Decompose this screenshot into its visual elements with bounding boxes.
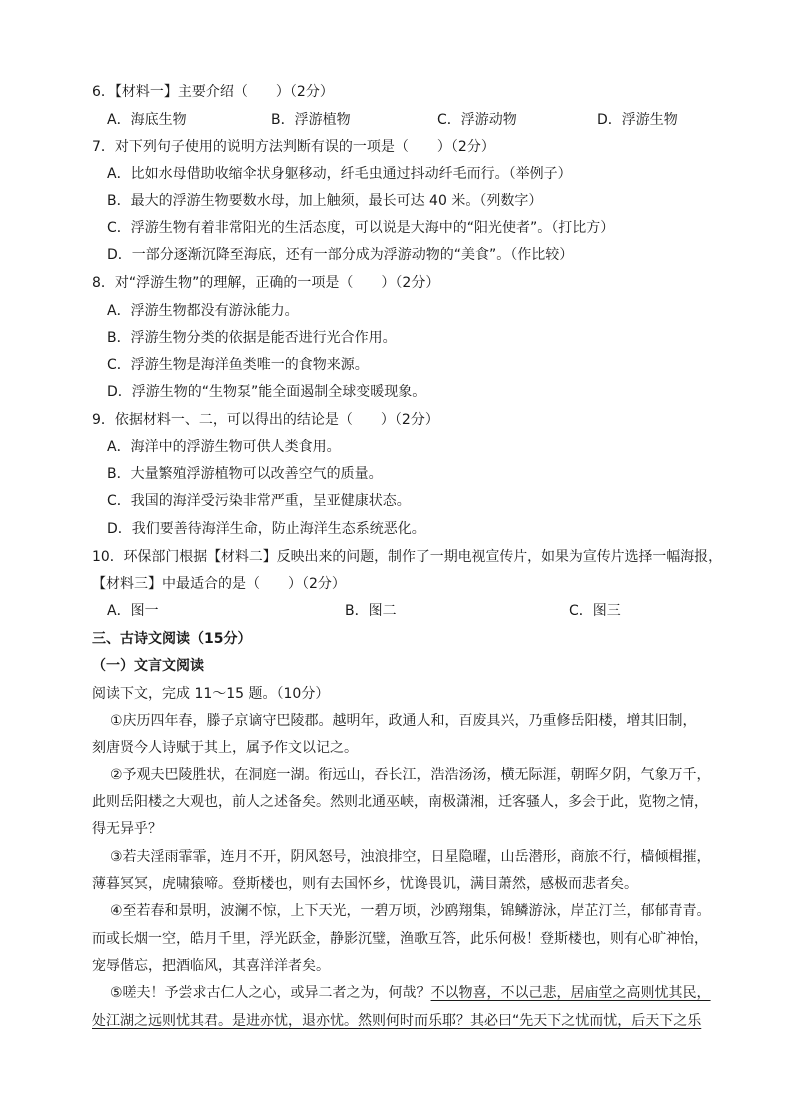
q7-option-b: B．最大的浮游生物要数水母，加上触须，最长可达 40 米。（列数字）: [107, 193, 543, 209]
q10-option-c: C．图三: [569, 603, 621, 619]
q6-stem: 6．【材料一】主要介绍（ ）（2分）: [92, 84, 334, 100]
q10-stem-line2: 【材料三】中最适合的是（ ）（2分）: [92, 576, 346, 592]
q7-option-a: A．比如水母借助收缩伞状身躯移动，纤毛虫通过抖动纤毛而行。（举例子）: [107, 166, 572, 182]
passage-p1-line2: 刻唐贤今人诗赋于其上，属予作文以记之。: [92, 740, 358, 756]
passage-p2-line1: ②予观夫巴陵胜状，在洞庭一湖。衔远山，吞长江，浩浩汤汤，横无际涯，朝晖夕阴，气象万千，: [110, 767, 711, 783]
reading-instruction: 阅读下文，完成 11～15 题。（10分）: [92, 686, 330, 702]
passage-p3-line1: ③若夫淫雨霏霏，连月不开，阴风怒号，浊浪排空，日星隐曜，山岳潜形，商旅不行，樯倾楫摧，: [110, 849, 711, 865]
passage-p5-plain: ⑤嗟夫！予尝求古仁人之心，或异二者之为，何哉？: [110, 985, 431, 1001]
q8-option-a: A．浮游生物都没有游泳能力。: [107, 303, 299, 319]
passage-p3-line2: 薄暮冥冥，虎啸猿啼。登斯楼也，则有去国怀乡，忧谗畏讥，满目萧然，感极而悲者矣。: [92, 876, 638, 892]
q8-option-b: B．浮游生物分类的依据是能否进行光合作用。: [107, 330, 397, 346]
q7-stem: 7．对下列句子使用的说明方法判断有误的一项是（ ）（2分）: [92, 139, 495, 155]
q9-option-d: D．我们要善待海洋生命，防止海洋生态系统恶化。: [107, 521, 426, 537]
q10-option-b: B．图二: [345, 603, 397, 619]
q9-option-b: B．大量繁殖浮游植物可以改善空气的质量。: [107, 466, 383, 482]
q7-option-d: D．一部分逐渐沉降至海底，还有一部分成为浮游动物的“美食”。（作比较）: [107, 247, 574, 263]
q6-option-c: C．浮游动物: [437, 112, 517, 128]
q6-option-b: B．浮游植物: [271, 112, 351, 128]
passage-p4-line2: 而或长烟一空，皓月千里，浮光跃金，静影沉璧，渔歌互答，此乐何极！登斯楼也，则有心旷神怡，: [92, 931, 708, 947]
q6-option-a: A．海底生物: [107, 112, 187, 128]
passage-p4-line1: ④至若春和景明，波澜不惊，上下天光，一碧万顷，沙鸥翔集，锦鳞游泳，岸芷汀兰，郁郁青青。: [110, 903, 711, 919]
passage-p4-line3: 宠辱偕忘，把酒临风，其喜洋洋者矣。: [92, 958, 330, 974]
passage-p5-line1: [110, 983, 711, 1003]
passage-p1-line1: ①庆历四年春，滕子京谪守巴陵郡。越明年，政通人和，百废具兴，乃重修岳阳楼，增其旧制，: [110, 713, 697, 729]
section-heading: 三、古诗文阅读（15分）: [92, 631, 252, 647]
q9-option-c: C．我国的海洋受污染非常严重，呈亚健康状态。: [107, 493, 411, 509]
q10-option-a: A．图一: [107, 603, 159, 619]
q9-stem: 9．依据材料一、二，可以得出的结论是（ ）（2分）: [92, 412, 439, 428]
passage-p2-line2: 此则岳阳楼之大观也，前人之述备矣。然则北通巫峡，南极潇湘，迁客骚人，多会于此，览物之情，: [92, 794, 708, 810]
q10-stem-line1: 10．环保部门根据【材料二】反映出来的问题，制作了一期电视宣传片，如果为宣传片选择一幅海报，: [92, 549, 723, 565]
q6-option-d: D．浮游生物: [597, 112, 678, 128]
q8-stem: 8．对“浮游生物”的理解，正确的一项是（ ）（2分）: [92, 275, 440, 291]
q8-option-c: C．浮游生物是海洋鱼类唯一的食物来源。: [107, 357, 369, 373]
passage-p5-underlined: 不以物喜，不以己悲，居庙堂之高则忧其民，: [430, 985, 711, 1001]
subsection-heading: （一）文言文阅读: [92, 658, 204, 674]
passage-p2-line3: 得无异乎？: [92, 821, 162, 837]
q9-option-a: A．海洋中的浮游生物可供人类食用。: [107, 439, 341, 455]
q7-option-c: C．浮游生物有着非常阳光的生活态度，可以说是大海中的“阳光使者”。（打比方）: [107, 220, 615, 236]
passage-p5-line2: 处江湖之远则忧其君。是进亦忧，退亦忧。然则何时而乐耶？其必曰“先天下之忧而忧，后天下之乐: [92, 1013, 702, 1029]
q8-option-d: D．浮游生物的“生物泵”能全面遏制全球变暖现象。: [107, 384, 427, 400]
